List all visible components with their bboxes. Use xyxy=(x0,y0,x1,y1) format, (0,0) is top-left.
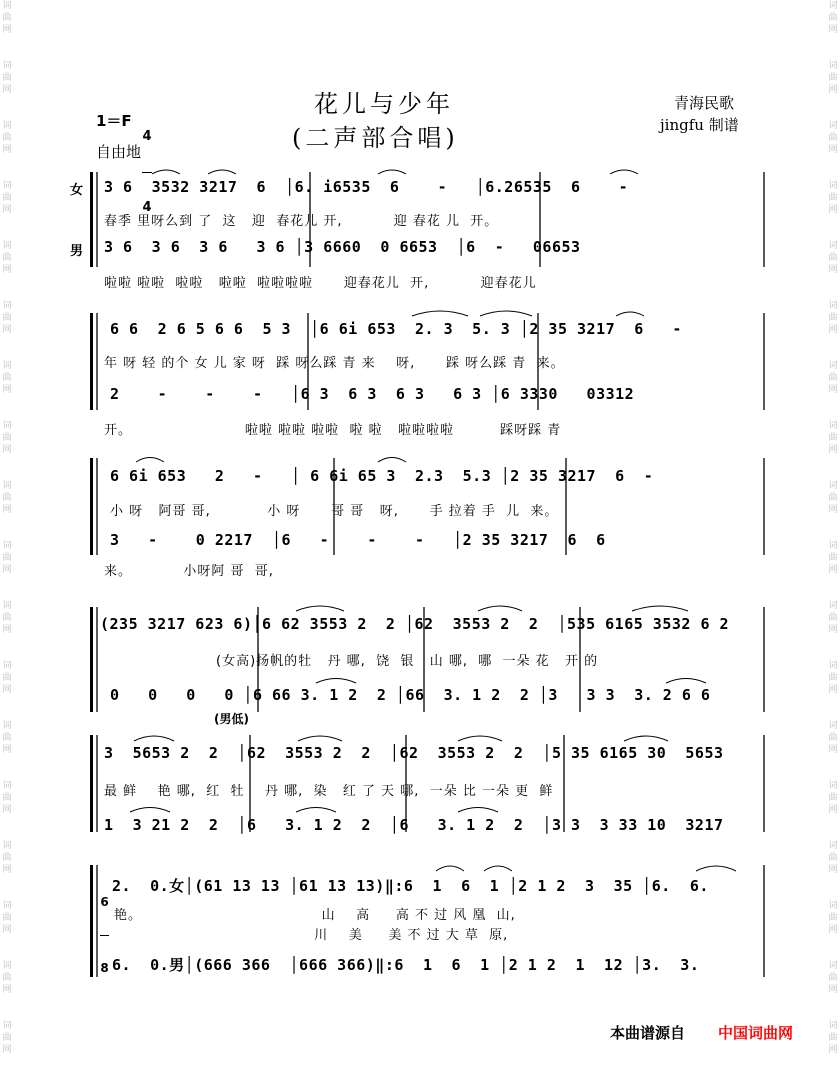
system-6-female-notes: 2. 0.女│(61 13 13 │61 13 13)‖:6 1 6 1 │2 1 2 3 35 │6. 6. xyxy=(112,877,709,895)
slur xyxy=(134,736,174,741)
song-source: 青海民歌 xyxy=(674,94,735,112)
watermark-text: 词 曲 网 xyxy=(2,1021,12,1055)
watermark-text: 词 曲 网 xyxy=(828,181,838,215)
slur xyxy=(130,808,170,813)
watermark-text: 词 曲 网 xyxy=(2,661,12,695)
watermark-text: 词 曲 网 xyxy=(2,421,12,455)
watermark-text: 词 曲 网 xyxy=(2,181,12,215)
watermark-text: 词 曲 网 xyxy=(828,961,838,995)
watermark-text: 词 曲 网 xyxy=(828,661,838,695)
slur xyxy=(152,170,180,174)
watermark-text: 词 曲 网 xyxy=(2,121,12,155)
tempo-marking: 自由地 xyxy=(96,143,142,161)
time-signature-bottom: 4 xyxy=(142,200,152,215)
slur xyxy=(458,808,498,813)
watermark-text: 词 曲 网 xyxy=(828,541,838,575)
arranger: jingfu 制谱 xyxy=(660,116,739,134)
watermark-text: 词 曲 网 xyxy=(2,1,12,35)
female-voice-label: 女 xyxy=(70,183,84,198)
slur xyxy=(296,808,336,813)
system-4-male-notes: 0 0 0 0 │6 66 3. 1 2 2 │66 3. 1 2 2 │3 3 3 3. 2 6 6 xyxy=(110,686,711,704)
system-1-female-lyrics: 春季 里呀么到 了 这 迎 春花儿 开, 迎 春花 儿 开。 xyxy=(104,214,499,229)
slur xyxy=(296,606,344,611)
slur xyxy=(624,736,668,741)
slur xyxy=(316,679,356,684)
system-2-female-notes: 6 6 2 6 5 6 6 5 3 │6 6i 653 2. 3 5. 3 │2 35 3217 6 - xyxy=(110,320,682,338)
watermark-text: 词 曲 网 xyxy=(828,601,838,635)
watermark-text: 词 曲 网 xyxy=(828,781,838,815)
system-1-female-notes: 3 6 3532 3217 6 │6. i6535 6 - │6.26535 6 - xyxy=(104,178,629,196)
watermark-text: 词 曲 网 xyxy=(2,301,12,335)
slur xyxy=(412,311,468,316)
watermark-text: 词 曲 网 xyxy=(828,361,838,395)
system-6-male-notes: 6. 0.男│(666 366 │666 366)‖:6 1 6 1 │2 1 2 1 12 │3. 3. xyxy=(112,956,700,974)
slur xyxy=(616,312,644,316)
system-5-male-notes: 1 3 21 2 2 │6 3. 1 2 2 │6 3. 1 2 2 │3 3 3 33 10 3217 xyxy=(104,816,724,834)
system-1-male-lyrics: 啦啦 啦啦 啦啦 啦啦 啦啦啦啦 迎春花儿 开, 迎春花儿 xyxy=(104,276,537,291)
time-signature-top: 4 xyxy=(142,129,152,144)
system-6-female-lyrics-verse-2: 川 美 美 不 过 大 草 原, xyxy=(114,928,509,943)
system-3-male-lyrics: 来。 小呀阿 哥 哥, xyxy=(104,564,274,579)
watermark-text: 词 曲 网 xyxy=(2,361,12,395)
watermark-text: 词 曲 网 xyxy=(828,241,838,275)
slur xyxy=(480,311,532,316)
song-title: 花儿与少年 xyxy=(314,90,454,118)
time-signature-6-8-bottom: 8 xyxy=(100,961,109,975)
watermark-text: 词 曲 网 xyxy=(828,841,838,875)
watermark-text: 词 曲 网 xyxy=(828,61,838,95)
system-5-female-notes: 3 5653 2 2 │62 3553 2 2 │62 3553 2 2 │5 35 6165 30 5653 xyxy=(104,744,724,762)
watermark-text: 词 曲 网 xyxy=(828,481,838,515)
watermark-text: 词 曲 网 xyxy=(828,721,838,755)
slur xyxy=(696,866,736,871)
watermark-text: 词 曲 网 xyxy=(828,1,838,35)
system-6-female-lyrics-verse-1: 艳。 山 高 高 不 过 风 凰 山, xyxy=(114,908,516,923)
watermark-text: 词 曲 网 xyxy=(2,541,12,575)
key-signature: 1＝F xyxy=(96,112,132,130)
watermark-text: 词 曲 网 xyxy=(2,721,12,755)
slur xyxy=(458,736,502,741)
watermark-text: 词 曲 网 xyxy=(2,61,12,95)
watermark-text: 词 曲 网 xyxy=(2,481,12,515)
footer-site-link[interactable]: 中国词曲网 xyxy=(718,1024,794,1042)
watermark-text: 词 曲 网 xyxy=(2,901,12,935)
watermark-text: 词 曲 网 xyxy=(2,241,12,275)
slur xyxy=(208,170,236,174)
male-voice-label: 男 xyxy=(70,244,84,259)
watermark-text: 词 曲 网 xyxy=(828,301,838,335)
slur xyxy=(298,736,342,741)
system-4-female-notes: (235 3217 623 6)│6 62 3553 2 2 │62 3553 2 2 │535 6165 3532 6 2 xyxy=(100,615,730,633)
slur xyxy=(610,170,638,174)
system-3-female-notes: 6 6i 653 2 - │ 6 6i 65 3 2.3 5.3 │2 35 3217 6 - xyxy=(110,467,654,485)
time-signature-6-8-top: 6 xyxy=(100,895,109,909)
watermark-text: 词 曲 网 xyxy=(2,961,12,995)
slur xyxy=(666,679,706,684)
slur xyxy=(478,606,522,611)
system-2-male-notes: 2 - - - │6 3 6 3 6 3 6 3 │6 3330 03312 xyxy=(110,385,635,403)
system-2-female-lyrics: 年 呀 轻 的个 女 儿 家 呀 踩 呀么踩 青 来 呀, 踩 呀么踩 青 来。 xyxy=(104,356,565,371)
footer-label: 本曲谱源自 xyxy=(610,1024,686,1042)
slur xyxy=(378,170,406,174)
system-5-female-lyrics: 最 鲜 艳 哪, 红 牡 丹 哪, 染 红 了 天 哪, 一朵 比 一朵 更 鲜 xyxy=(104,784,554,799)
system-3-female-lyrics: 小 呀 阿哥 哥, 小 呀 哥 哥 呀, 手 拉着 手 儿 来。 xyxy=(110,504,559,519)
watermark-text: 词 曲 网 xyxy=(2,781,12,815)
slur xyxy=(436,866,464,871)
system-1-male-notes: 3 6 3 6 3 6 3 6 │3 6660 0 6653 │6 - 06653 xyxy=(104,238,581,256)
slur xyxy=(484,866,512,871)
watermark-text: 词 曲 网 xyxy=(828,1021,838,1055)
system-2-male-lyrics: 开。 啦啦 啦啦 啦啦 啦 啦 啦啦啦啦 踩呀踩 青 xyxy=(104,423,562,438)
song-subtitle: (二声部合唱) xyxy=(292,124,459,152)
slur xyxy=(136,458,164,463)
watermark-text: 词 曲 网 xyxy=(2,841,12,875)
system-3-male-notes: 3 - 0 2217 │6 - - - │2 35 3217 6 6 xyxy=(110,531,606,549)
watermark-text: 词 曲 网 xyxy=(828,121,838,155)
system-4-female-lyrics: (女高)扬帆的牡 丹 哪, 饶 银 山 哪, 哪 一朵 花 开 的 xyxy=(216,654,599,669)
watermark-text: 词 曲 网 xyxy=(828,421,838,455)
slur xyxy=(632,606,688,611)
slur xyxy=(378,458,406,463)
watermark-text: 词 曲 网 xyxy=(828,901,838,935)
watermark-text: 词 曲 网 xyxy=(2,601,12,635)
male-low-tag: (男低) xyxy=(214,712,249,726)
